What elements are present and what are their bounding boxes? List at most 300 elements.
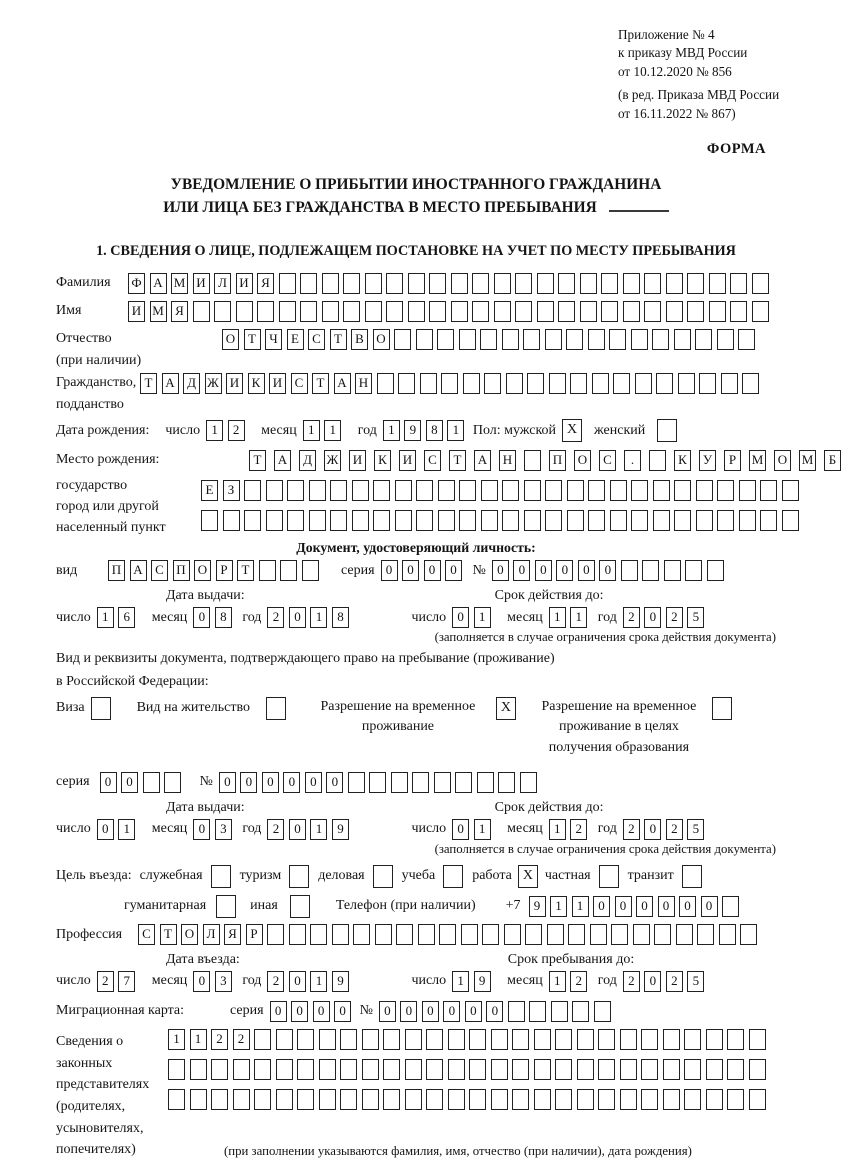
char-box	[685, 560, 702, 581]
char-box	[652, 329, 669, 350]
char-box	[524, 480, 541, 501]
char-box	[653, 510, 670, 531]
char-box	[739, 510, 756, 531]
char-box	[494, 301, 511, 322]
char-box	[451, 301, 468, 322]
char-box: 1	[549, 819, 566, 840]
char-box: М	[150, 301, 167, 322]
char-box	[719, 924, 736, 945]
char-box	[739, 480, 756, 501]
char-box	[276, 1029, 293, 1050]
residence-permit-label: Вид на жительство	[136, 700, 250, 716]
char-box: 2	[570, 819, 587, 840]
char-box: 2	[623, 607, 640, 628]
char-box	[598, 1029, 615, 1050]
char-box	[524, 450, 541, 471]
char-box	[707, 560, 724, 581]
stay-month-boxes[interactable]	[549, 971, 592, 992]
char-box: 1	[97, 607, 114, 628]
temp-residence-permit-checkbox[interactable]: X	[496, 697, 516, 720]
char-box: С	[138, 924, 155, 945]
char-box: 0	[452, 607, 469, 628]
birth-place-boxes-row2[interactable]	[201, 480, 849, 501]
purpose-official-checkbox[interactable]	[211, 865, 231, 888]
residence-expiry-month-boxes[interactable]	[549, 819, 592, 840]
char-box: С	[308, 329, 325, 350]
visa-checkbox[interactable]	[91, 697, 111, 720]
char-box	[365, 301, 382, 322]
char-box: Р	[216, 560, 233, 581]
char-box	[727, 1089, 744, 1110]
edu-permit-label: Разрешение на временное проживание в целях получения образования	[541, 699, 697, 755]
identity-doc-dates-row	[56, 607, 776, 628]
char-box	[547, 924, 564, 945]
birth-date-label: Дата рождения:	[56, 422, 150, 438]
birth-place-boxes-row3[interactable]	[201, 510, 849, 531]
char-box	[276, 1089, 293, 1110]
char-box	[555, 1029, 572, 1050]
profession-boxes[interactable]	[138, 924, 762, 945]
char-box: Т	[449, 450, 466, 471]
char-box	[276, 1059, 293, 1080]
sex-male-checkbox[interactable]: X	[562, 419, 582, 442]
residence-expiry-year-boxes[interactable]	[623, 819, 709, 840]
purpose-transit-checkbox[interactable]	[682, 865, 702, 888]
citizenship-sublabel: подданство	[56, 397, 124, 413]
char-box: 0	[326, 772, 343, 793]
char-box: 9	[404, 420, 421, 441]
phone-boxes[interactable]	[529, 896, 744, 917]
identity-issue-month-boxes[interactable]	[193, 607, 236, 628]
day-word: число	[411, 609, 447, 625]
char-box	[297, 1059, 314, 1080]
char-box: 0	[291, 1001, 308, 1022]
char-box	[699, 373, 716, 394]
char-box: 0	[644, 971, 661, 992]
identity-issue-day-boxes[interactable]	[97, 607, 140, 628]
char-box: Д	[183, 373, 200, 394]
char-box: С	[151, 560, 168, 581]
month-word: месяц	[151, 821, 188, 837]
char-box	[676, 924, 693, 945]
migration-number-boxes[interactable]	[379, 1001, 616, 1022]
appendix-line: от 10.12.2020 № 856	[618, 63, 732, 79]
char-box: Е	[201, 480, 218, 501]
patronymic-sublabel: (при наличии)	[56, 353, 142, 369]
char-box: П	[108, 560, 125, 581]
char-box	[572, 1001, 589, 1022]
char-box	[588, 510, 605, 531]
day-word: число	[165, 422, 201, 438]
char-box	[190, 1059, 207, 1080]
char-box: .	[624, 450, 641, 471]
given-name-row	[56, 301, 776, 322]
char-box	[523, 329, 540, 350]
char-box	[438, 480, 455, 501]
birth-place-sublabel-country: государство	[56, 478, 128, 494]
month-word: месяц	[151, 973, 188, 989]
char-box	[722, 896, 739, 917]
entry-year-boxes[interactable]	[267, 971, 353, 992]
char-box	[190, 1089, 207, 1110]
char-box	[534, 1059, 551, 1080]
citizenship-boxes[interactable]	[140, 373, 764, 394]
char-box: Т	[244, 329, 261, 350]
phone-label: Телефон (при наличии)	[335, 898, 476, 914]
char-box: Я	[171, 301, 188, 322]
char-box: 1	[572, 896, 589, 917]
char-box	[570, 373, 587, 394]
char-box: 0	[400, 1001, 417, 1022]
char-box: Б	[824, 450, 841, 471]
purpose-other-label: иная	[250, 898, 278, 914]
entry-month-boxes[interactable]	[193, 971, 236, 992]
purpose-private-checkbox[interactable]	[599, 865, 619, 888]
char-box: 1	[550, 896, 567, 917]
char-box	[408, 273, 425, 294]
char-box	[641, 1029, 658, 1050]
char-box: 1	[310, 971, 327, 992]
char-box	[717, 510, 734, 531]
char-box	[601, 273, 618, 294]
char-box	[740, 924, 757, 945]
purpose-humanitarian-label: гуманитарная	[124, 898, 207, 914]
representatives-boxes-row2[interactable]	[168, 1059, 770, 1080]
char-box: 5	[687, 607, 704, 628]
char-box	[408, 301, 425, 322]
char-box: 0	[513, 560, 530, 581]
representatives-block	[56, 1029, 776, 1161]
char-box: 1	[190, 1029, 207, 1050]
char-box	[395, 480, 412, 501]
edu-residence-permit-checkbox[interactable]	[712, 697, 732, 720]
char-box	[567, 480, 584, 501]
char-box: 1	[303, 420, 320, 441]
char-box	[244, 510, 261, 531]
char-box	[520, 772, 537, 793]
identity-doc-heading: Документ, удостоверяющий личность:	[296, 540, 536, 556]
purpose-transit-label: транзит	[627, 868, 674, 884]
char-box	[609, 329, 626, 350]
char-box	[461, 924, 478, 945]
char-box	[396, 924, 413, 945]
char-box: 2	[97, 971, 114, 992]
char-box	[696, 480, 713, 501]
patronymic-label: Отчество	[56, 331, 112, 347]
residence-permit-checkbox[interactable]	[266, 697, 286, 720]
char-box	[352, 510, 369, 531]
given-name-boxes[interactable]	[128, 301, 773, 322]
char-box	[418, 924, 435, 945]
char-box: Ч	[265, 329, 282, 350]
char-box: 1	[452, 971, 469, 992]
patronymic-boxes[interactable]	[222, 329, 760, 350]
char-box	[687, 273, 704, 294]
appendix-line: Приложение № 4	[618, 27, 715, 42]
residence-series-boxes[interactable]	[100, 772, 186, 793]
char-box	[459, 480, 476, 501]
char-box	[434, 772, 451, 793]
char-box	[674, 329, 691, 350]
char-box: 2	[267, 971, 284, 992]
stay-day-boxes[interactable]	[452, 971, 495, 992]
char-box: Ж	[324, 450, 341, 471]
identity-expiry-month-boxes[interactable]	[549, 607, 592, 628]
char-box: 0	[289, 819, 306, 840]
char-box	[386, 301, 403, 322]
char-box	[709, 273, 726, 294]
year-word: год	[357, 422, 377, 438]
birth-month-boxes[interactable]	[303, 420, 346, 441]
char-box	[267, 924, 284, 945]
char-box	[537, 301, 554, 322]
char-box: Л	[214, 273, 231, 294]
char-box	[369, 772, 386, 793]
char-box: 0	[100, 772, 117, 793]
birth-place-sublabel-city: город или другой	[56, 499, 159, 515]
purpose-business-checkbox[interactable]	[373, 865, 393, 888]
char-box: Т	[312, 373, 329, 394]
char-box	[193, 301, 210, 322]
char-box	[727, 1029, 744, 1050]
birth-date-row	[56, 419, 776, 442]
char-box	[254, 1059, 271, 1080]
char-box	[598, 1059, 615, 1080]
sex-female-checkbox[interactable]	[657, 419, 677, 442]
birth-place-label: Место рождения:	[56, 452, 160, 468]
char-box	[567, 510, 584, 531]
char-box: 0	[492, 560, 509, 581]
char-box	[555, 1059, 572, 1080]
char-box: 1	[324, 420, 341, 441]
month-word: месяц	[507, 973, 543, 989]
char-box	[309, 510, 326, 531]
char-box	[620, 1029, 637, 1050]
year-word: год	[242, 609, 262, 625]
char-box	[223, 510, 240, 531]
representatives-label: Сведения о законных представителях (родителях, усыновителях, попечителях)	[56, 1033, 150, 1158]
patronymic-row	[56, 329, 776, 369]
char-box	[515, 273, 532, 294]
char-box	[330, 480, 347, 501]
identity-expiry-day-boxes[interactable]	[452, 607, 495, 628]
purpose-work-checkbox[interactable]: X	[518, 865, 538, 888]
char-box: 0	[193, 607, 210, 628]
surname-boxes[interactable]	[128, 273, 773, 294]
residence-issue-label: Дата выдачи:	[166, 799, 245, 815]
char-box	[598, 1089, 615, 1110]
char-box	[266, 510, 283, 531]
profession-row	[56, 924, 776, 945]
migration-series-label: серия	[230, 1003, 264, 1019]
doc-series-boxes[interactable]	[381, 560, 467, 581]
month-word: месяц	[261, 422, 297, 438]
migration-number-label: №	[359, 1003, 373, 1019]
char-box: О	[574, 450, 591, 471]
char-box: Р	[724, 450, 741, 471]
char-box: О	[194, 560, 211, 581]
doc-kind-label: вид	[56, 562, 78, 578]
char-box	[727, 1059, 744, 1080]
residence-doc-options-row	[56, 697, 776, 758]
char-box: И	[349, 450, 366, 471]
char-box: С	[599, 450, 616, 471]
char-box: 0	[313, 1001, 330, 1022]
char-box	[580, 273, 597, 294]
char-box: 5	[687, 819, 704, 840]
day-word: число	[56, 821, 91, 837]
char-box	[512, 1029, 529, 1050]
char-box: 0	[121, 772, 138, 793]
char-box	[383, 1059, 400, 1080]
char-box	[706, 1059, 723, 1080]
purpose-study-checkbox[interactable]	[443, 865, 463, 888]
char-box: П	[549, 450, 566, 471]
char-box	[319, 1029, 336, 1050]
char-box: 1	[549, 971, 566, 992]
char-box: К	[674, 450, 691, 471]
doc-number-boxes[interactable]	[492, 560, 729, 581]
char-box	[322, 301, 339, 322]
char-box: 0	[305, 772, 322, 793]
char-box	[373, 510, 390, 531]
char-box: 7	[118, 971, 135, 992]
char-box: И	[226, 373, 243, 394]
char-box	[653, 480, 670, 501]
char-box	[259, 560, 276, 581]
page-title	[56, 174, 776, 219]
char-box	[491, 1089, 508, 1110]
purpose-label: Цель въезда:	[56, 868, 132, 884]
char-box	[164, 772, 181, 793]
char-box	[592, 373, 609, 394]
residence-issue-day-boxes[interactable]	[97, 819, 140, 840]
char-box: И	[128, 301, 145, 322]
char-box	[512, 1089, 529, 1110]
char-box	[469, 1089, 486, 1110]
purpose-humanitarian-checkbox[interactable]	[216, 895, 236, 918]
char-box: 8	[215, 607, 232, 628]
residence-expiry-day-boxes[interactable]	[452, 819, 495, 840]
char-box	[236, 301, 253, 322]
char-box	[738, 329, 755, 350]
char-box: 0	[402, 560, 419, 581]
birth-year-boxes[interactable]	[383, 420, 469, 441]
char-box	[426, 1029, 443, 1050]
residence-issue-month-boxes[interactable]	[193, 819, 236, 840]
char-box: 0	[289, 971, 306, 992]
char-box: 0	[556, 560, 573, 581]
profession-label: Профессия	[56, 927, 123, 943]
char-box	[512, 1059, 529, 1080]
char-box: 0	[289, 607, 306, 628]
char-box	[721, 373, 738, 394]
char-box	[211, 1089, 228, 1110]
char-box: 0	[193, 819, 210, 840]
char-box: 2	[666, 971, 683, 992]
citizenship-label: Гражданство,	[56, 375, 137, 391]
char-box: 5	[687, 971, 704, 992]
char-box: А	[334, 373, 351, 394]
char-box	[343, 301, 360, 322]
doc-kind-boxes[interactable]	[108, 560, 323, 581]
identity-expiry-year-boxes[interactable]	[623, 607, 709, 628]
char-box: 0	[270, 1001, 287, 1022]
residence-number-boxes[interactable]	[219, 772, 542, 793]
char-box	[482, 924, 499, 945]
char-box: М	[799, 450, 816, 471]
migration-series-boxes[interactable]	[270, 1001, 356, 1022]
entry-day-boxes[interactable]	[97, 971, 140, 992]
given-name-label: Имя	[56, 303, 82, 319]
char-box	[405, 1089, 422, 1110]
char-box: 0	[701, 896, 718, 917]
char-box: 1	[310, 819, 327, 840]
char-box: 0	[381, 560, 398, 581]
char-box: Т	[237, 560, 254, 581]
char-box	[168, 1089, 185, 1110]
stay-year-boxes[interactable]	[623, 971, 709, 992]
surname-row	[56, 273, 776, 294]
char-box: Л	[203, 924, 220, 945]
birth-place-boxes-row1[interactable]	[249, 450, 849, 471]
birth-day-boxes[interactable]	[206, 420, 249, 441]
representatives-boxes-row1[interactable]	[168, 1029, 770, 1050]
char-box	[633, 924, 650, 945]
char-box	[480, 329, 497, 350]
char-box	[508, 1001, 525, 1022]
char-box	[611, 924, 628, 945]
doc-number-label: №	[472, 562, 486, 578]
residence-doc-intro2: в Российской Федерации:	[56, 674, 209, 690]
char-box	[641, 1089, 658, 1110]
year-word: год	[597, 973, 617, 989]
char-box: 2	[267, 819, 284, 840]
purpose-work-label: работа	[472, 868, 512, 884]
year-word: год	[242, 821, 262, 837]
char-box	[760, 480, 777, 501]
char-box	[451, 273, 468, 294]
char-box	[620, 1089, 637, 1110]
char-box	[438, 510, 455, 531]
char-box	[656, 373, 673, 394]
char-box	[641, 1059, 658, 1080]
char-box	[568, 924, 585, 945]
char-box: 0	[658, 896, 675, 917]
char-box: 9	[332, 819, 349, 840]
char-box	[687, 301, 704, 322]
char-box	[525, 924, 542, 945]
identity-issue-year-boxes[interactable]	[267, 607, 353, 628]
char-box	[426, 1059, 443, 1080]
char-box	[752, 301, 769, 322]
char-box: А	[130, 560, 147, 581]
representatives-boxes-row3[interactable]	[168, 1089, 770, 1110]
char-box	[437, 329, 454, 350]
citizenship-row	[56, 373, 776, 413]
char-box	[730, 273, 747, 294]
char-box	[577, 1059, 594, 1080]
char-box	[674, 510, 691, 531]
purpose-tourism-checkbox[interactable]	[289, 865, 309, 888]
residence-issue-year-boxes[interactable]	[267, 819, 353, 840]
char-box	[631, 510, 648, 531]
char-box	[695, 329, 712, 350]
purpose-other-checkbox[interactable]	[290, 895, 310, 918]
char-box: П	[173, 560, 190, 581]
temp-permit-label: Разрешение на временное проживание	[320, 699, 476, 735]
char-box: 0	[424, 560, 441, 581]
